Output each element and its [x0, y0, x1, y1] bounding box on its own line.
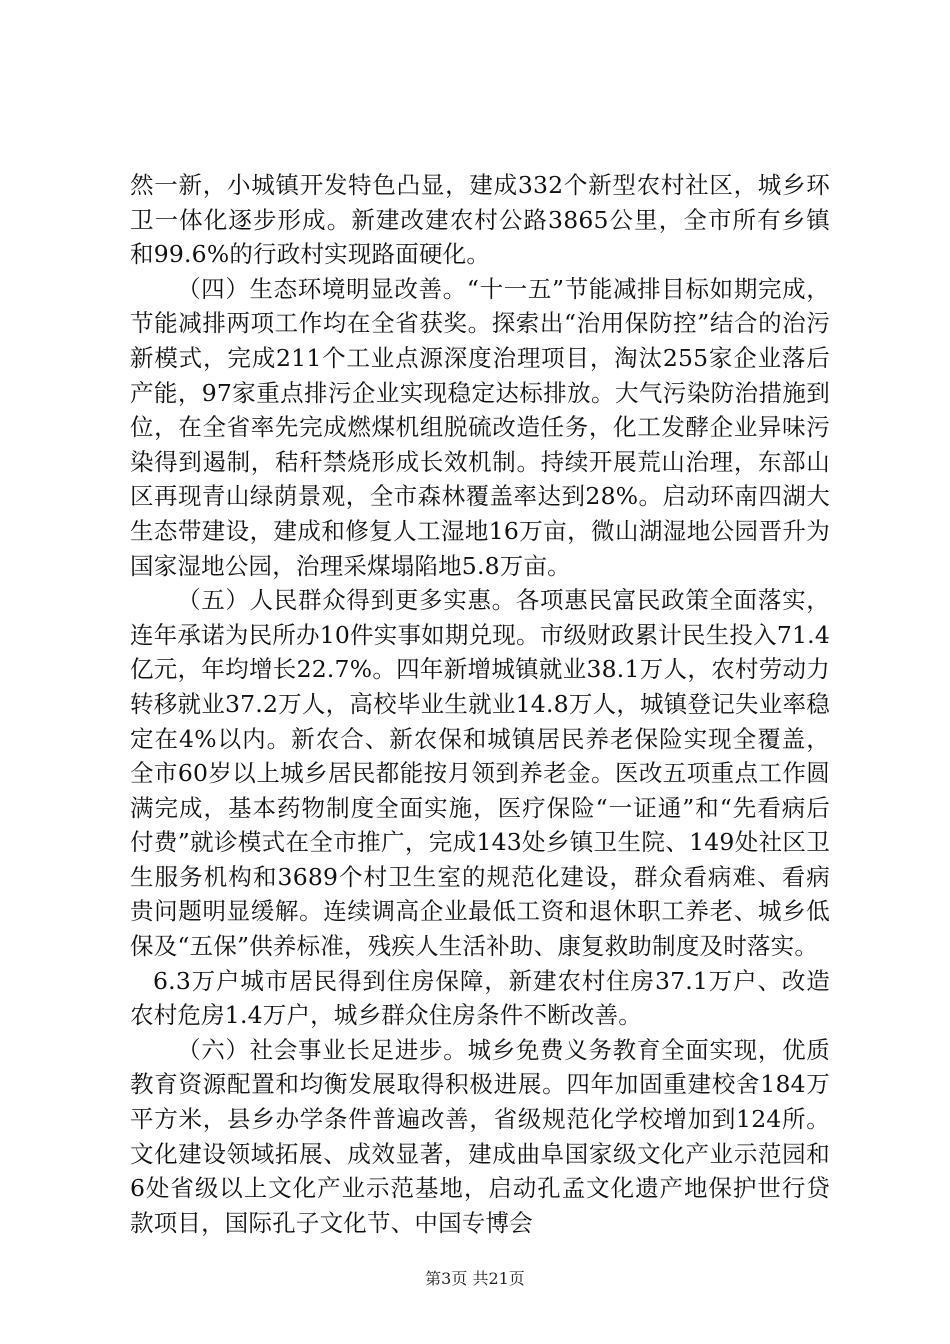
- body-text: [130, 168, 830, 1240]
- page-number-footer: 第3页 共21页: [425, 1269, 525, 1288]
- paragraph-1: 然一新，小城镇开发特色凸显，建成332个新型农村社区，城乡环卫一体化逐步形成。新建改建农村公路3865公里，全市所有乡镇和99.6%的行政村实现路面硬化。: [130, 171, 830, 269]
- paragraph-2: （四）生态环境明显改善。“十一五”节能减排目标如期完成，节能减排两项工作均在全省获奖。探索出“治用保防控”结合的治污新模式，完成211个工业点源深度治理项目，淘汰255家企业落后产能，97家重点排污企业实现稳定达标排放。大气污染防治措施到位，在全省率先完成燃煤机组脱硫改造任务，化工发酵企业异味污染得到遏制，秸秆禁烧形成长效机制。持续开展荒山治理，东部山区再现青山绿荫景观，全市森林覆盖率达到28%。启动环南四湖大生态带建设，建成和修复人工湿地16万亩，微山湖湿地公园晋升为国家湿地公园，治理采煤塌陷地5.8万亩。: [130, 274, 830, 580]
- paragraph-5: （六）社会事业长足进步。城乡免费义务教育全面实现，优质教育资源配置和均衡发展取得积极进展。四年加固重建校舍184万平方米，县乡办学条件普遍改善，省级规范化学校增加到124所。文化建设领域拓展、成效显著，建成曲阜国家级文化产业示范园和6处省级以上文化产业示范基地，启动孔孟文化遗产地保护世行贷款项目，国际孔子文化节、中国专博会: [130, 1035, 830, 1237]
- paragraph-3: （五）人民群众得到更多实惠。各项惠民富民政策全面落实，连年承诺为民所办10件实事如期兑现。市级财政累计民生投入71.4亿元，年均增长22.7%。四年新增城镇就业38.1万人，农村劳动力转移就业37.2万人，高校毕业生就业14.8万人，城镇登记失业率稳定在4%以内。新农合、新农保和城镇居民养老保险实现全覆盖，全市60岁以上城乡居民都能按月领到养老金。医改五项重点工作圆满完成，基本药物制度全面实施，医疗保险“一证通”和“先看病后付费”就诊模式在全市推广，完成143处乡镇卫生院、149处社区卫生服务机构和3689个村卫生室的规范化建设，群众看病难、看病贵问题明显缓解。连续调高企业最低工资和退休职工养老、城乡低保及“五保”供养标准，残疾人生活补助、康复救助制度及时落实。: [130, 586, 830, 961]
- paragraph-4: 6.3万户城市居民得到住房保障，新建农村住房37.1万户、改造农村危房1.4万户，城乡群众住房条件不断改善。: [130, 966, 830, 1030]
